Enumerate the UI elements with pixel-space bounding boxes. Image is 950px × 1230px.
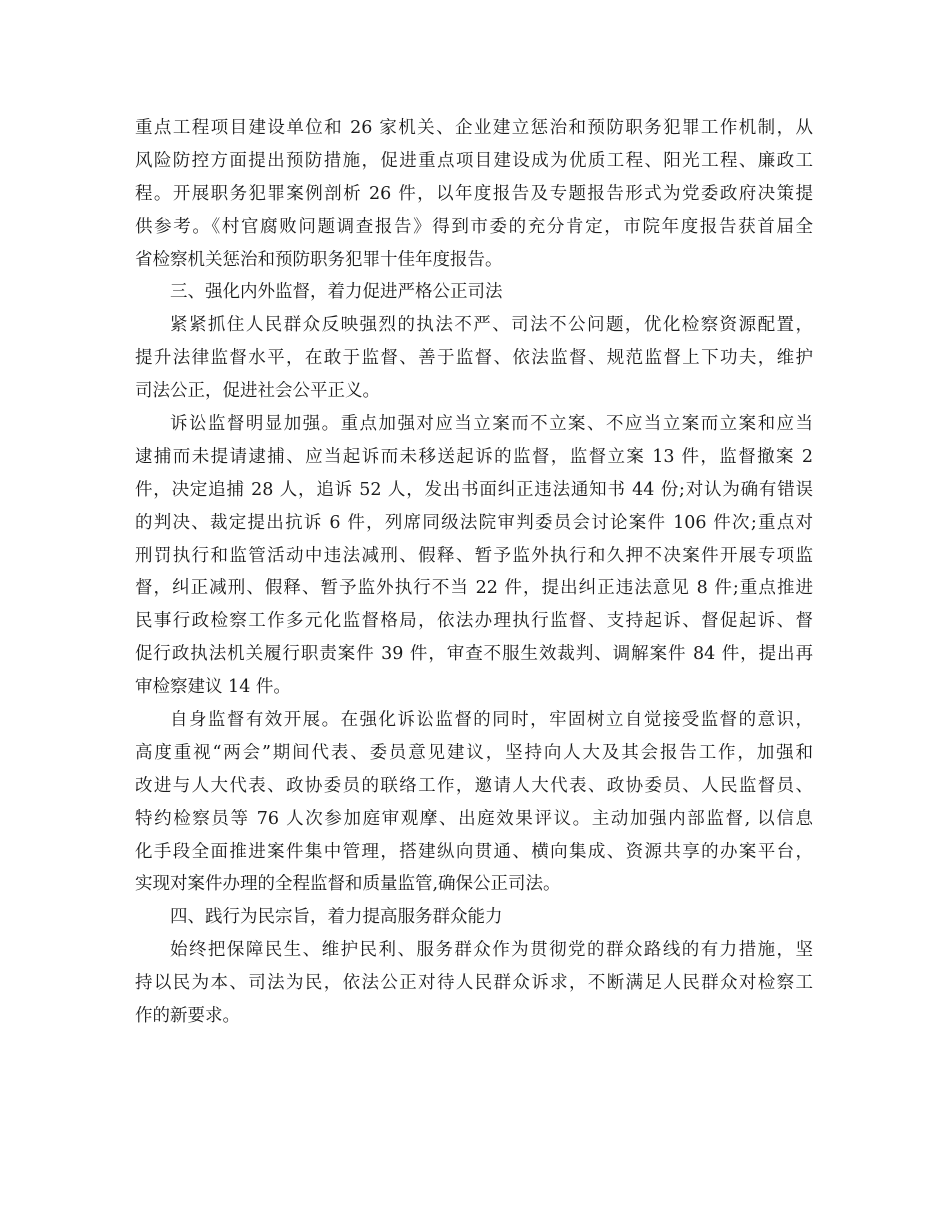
text-line: 省检察机关惩治和预防职务犯罪十佳年度报告。 — [135, 249, 503, 270]
text-line: 实现对案件办理的全程监督和质量监管,确保公正司法。 — [135, 874, 561, 895]
text-line: 司法公正，促进社会公平正义。 — [135, 381, 380, 402]
paragraph-litigation-supervision — [135, 408, 813, 704]
text-line: 重点工程项目建设单位和 26 家机关、企业建立惩治和预防职务犯罪工作机制，从 — [135, 118, 813, 138]
text-line: 件，决定追捕 28 人，追诉 52 人，发出书面纠正违法通知书 44 份;对认为确有错误 — [135, 479, 813, 500]
text-line: 诉讼监督明显加强。重点加强对应当立案而不立案、不应当立案而立案和应当 — [170, 414, 813, 435]
text-line: 持以民为本、司法为民，依法公正对待人民群众诉求，不断满足人民群众对检察工 — [135, 973, 813, 994]
section-heading: 三、强化内外监督，着力促进严格公正司法 — [170, 282, 503, 303]
paragraph-serve-people — [135, 934, 813, 1033]
paragraph-supervision-intro — [135, 309, 813, 408]
text-line: 民事行政检察工作多元化监督格局，依法办理执行监督、支持起诉、督促起诉、督 — [135, 611, 813, 632]
paragraph-continuation — [135, 112, 813, 276]
text-line: 程。开展职务犯罪案例剖析 26 件，以年度报告及专题报告形式为党委政府决策提 — [135, 183, 813, 204]
text-line: 审检察建议 14 件。 — [135, 677, 291, 698]
text-line: 的判决、裁定提出抗诉 6 件，列席同级法院审判委员会讨论案件 106 件次;重点对 — [135, 512, 813, 533]
text-line: 紧紧抓住人民群众反映强烈的执法不严、司法不公问题，优化检察资源配置， — [170, 315, 813, 336]
text-line: 特约检察员等 76 人次参加庭审观摩、出庭效果评议。主动加强内部监督, 以信息 — [135, 808, 813, 829]
text-line: 始终把保障民生、维护民利、服务群众作为贯彻党的群众路线的有力措施，坚 — [170, 940, 813, 961]
text-line: 供参考。《村官腐败问题调查报告》得到市委的充分肯定，市院年度报告获首届全 — [135, 216, 813, 237]
text-line: 自身监督有效开展。在强化诉讼监督的同时，牢固树立自觉接受监督的意识， — [170, 710, 813, 731]
text-line: 改进与人大代表、政协委员的联络工作，邀请人大代表、政协委员、人民监督员、 — [135, 775, 813, 796]
paragraph-self-supervision — [135, 704, 813, 901]
section-heading-3 — [135, 276, 813, 309]
section-heading: 四、践行为民宗旨，着力提高服务群众能力 — [170, 907, 503, 928]
text-line: 督，纠正减刑、假释、暂予监外执行不当 22 件，提出纠正违法意见 8 件;重点推进 — [135, 578, 813, 599]
document-body — [135, 112, 813, 1033]
text-line: 作的新要求。 — [135, 1006, 240, 1027]
text-line: 提升法律监督水平，在敢于监督、善于监督、依法监督、规范监督上下功夫，维护 — [135, 348, 813, 369]
text-line: 高度重视“两会”期间代表、委员意见建议，坚持向人大及其会报告工作，加强和 — [135, 742, 813, 763]
section-heading-4 — [135, 901, 813, 934]
text-line: 逮捕而未提请逮捕、应当起诉而未移送起诉的监督，监督立案 13 件，监督撤案 2 — [135, 446, 813, 467]
text-line: 化手段全面推进案件集中管理，搭建纵向贯通、横向集成、资源共享的办案平台， — [135, 841, 813, 862]
text-line: 风险防控方面提出预防措施，促进重点项目建设成为优质工程、阳光工程、廉政工 — [135, 150, 813, 171]
text-line: 促行政执法机关履行职责案件 39 件，审查不服生效裁判、调解案件 84 件，提出再 — [135, 644, 813, 665]
text-line: 刑罚执行和监管活动中违法减刑、假释、暂予监外执行和久押不决案件开展专项监 — [135, 545, 813, 566]
